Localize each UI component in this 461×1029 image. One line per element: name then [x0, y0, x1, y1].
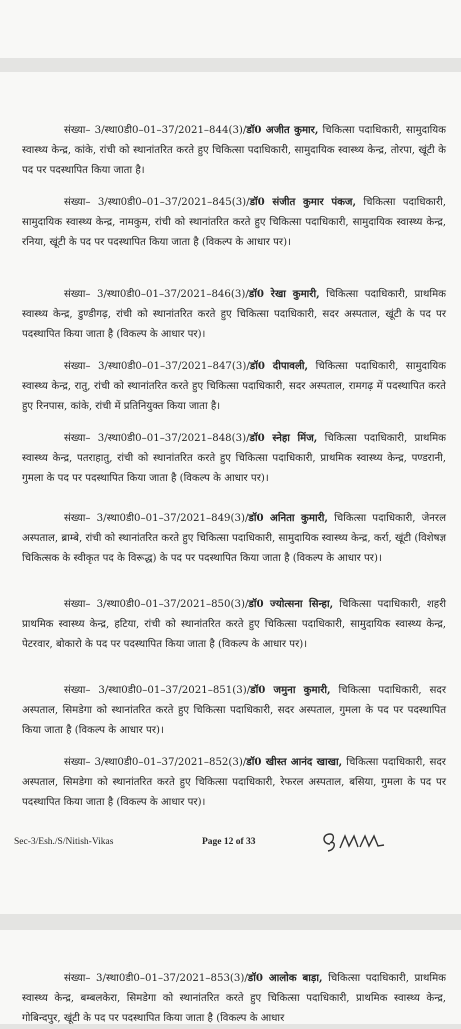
officer-name: डॉ0 खीस्त आनंद खाखा, — [246, 756, 343, 768]
order-number: संख्या– 3/स्था0डी0–01–37/2021–844(3)/ — [64, 125, 247, 136]
page-number: Page 12 of 33 — [202, 837, 256, 847]
officer-name: डॉ0 अनिता कुमारी, — [248, 512, 328, 524]
order-paragraph — [22, 680, 446, 741]
officer-name: डॉ0 अजीत कुमार, — [246, 124, 319, 136]
order-paragraph — [22, 428, 446, 489]
officer-name: डॉ0 आलोक बाड़ा, — [247, 972, 323, 984]
order-text: चिकित्सा पदाधिकारी, सामुदायिक स्वास्थ्य केन्द्र, कांके, रांची को स्थानांतरित करते हुए चिकित्सा पदाधिकारी, सामुदायिक स्वास्थ्य केन्द्र, तोरपा, खूंटी के पद पर पदस्थापित किया जाता है। — [22, 125, 446, 176]
officer-name: डॉ0 दीपावली, — [249, 360, 309, 372]
officer-name: डॉ0 संजीत कुमार पंकज, — [249, 196, 357, 208]
order-paragraph — [22, 508, 446, 569]
order-text: चिकित्सा पदाधिकारी, शहरी प्राथमिक स्वास्थ्य केन्द्र, हटिया, रांची को स्थानांतरित करते हुए चिकित्सा पदाधिकारी, सामुदायिक स्वास्थ्य केन्द्र, पेटरवार, बोकारो के पद पर पदस्थापित किया जाता है (विकल्प के आधार पर)। — [22, 599, 446, 650]
order-number: संख्या– 3/स्था0डी0–01–37/2021–850(3)/ — [64, 599, 249, 610]
officer-name: डॉ0 स्नेहा मिंज, — [249, 432, 318, 444]
order-text: चिकित्सा पदाधिकारी, सामुदायिक स्वास्थ्य केन्द्र, रातु, रांची को स्थानांतरित करते हुए चिकित्सा पदाधिकारी, सदर अस्पताल, रामगढ़ में पदस्थापित करते हुए रिनपास, कांके, रांची में प्रतिनियुक्त किया जाता है। — [22, 361, 446, 412]
order-number: संख्या– 3/स्था0डी0–01–37/2021–852(3)/ — [64, 757, 247, 768]
order-paragraph — [22, 356, 446, 417]
order-number: संख्या– 3/स्था0डी0–01–37/2021–847(3)/ — [64, 361, 250, 372]
officer-name: डॉ0 रेखा कुमारी, — [248, 288, 320, 300]
order-number: संख्या– 3/स्था0डी0–01–37/2021–846(3)/ — [64, 289, 249, 300]
order-paragraph — [22, 752, 446, 813]
order-paragraph — [22, 968, 446, 1029]
previous-page-bottom — [0, 0, 461, 58]
footer-reference: Sec-3/Esh./S/Nitish-Vikas — [14, 837, 114, 847]
order-paragraph — [22, 120, 446, 181]
order-text: चिकित्सा पदाधिकारी, प्राथमिक स्वास्थ्य केन्द्र, डुण्डीगढ़, रांची को स्थानांतरित करते हुए चिकित्सा पदाधिकारी, सदर अस्पताल, खूंटी के पद पर पदस्थापित किया जाता है (विकल्प के आधार पर)। — [22, 289, 446, 340]
order-text: चिकित्सा पदाधिकारी, प्राथमिक स्वास्थ्य केन्द्र, पतराहातु, रांची को स्थानांतरित करते हुए चिकित्सा पदाधिकारी, प्राथमिक स्वास्थ्य केन्द्र, पण्डरानी, गुमला के पद पर पदस्थापित किया जाता है (विकल्प के आधार पर)। — [22, 433, 446, 484]
order-paragraph — [22, 192, 446, 253]
order-text: चिकित्सा पदाधिकारी, प्राथमिक स्वास्थ्य केन्द्र, बम्बलकेरा, सिमडेगा को स्थानांतरित करते हुए चिकित्सा पदाधिकारी, प्राथमिक स्वास्थ्य केन्द्र, गोबिन्दपुर, खूंटी के पद पर पदस्थापित किया जाता है (विकल्प के आधार — [22, 973, 446, 1024]
order-text: चिकित्सा पदाधिकारी, सदर अस्पताल, सिमडेगा को स्थानांतरित करते हुए चिकित्सा पदाधिकारी, सदर अस्पताल, गुमला के पद पर पदस्थापित किया जाता है (विकल्प के आधार पर)। — [22, 685, 447, 736]
order-number: संख्या– 3/स्था0डी0–01–37/2021–851(3)/ — [64, 685, 251, 696]
signature — [318, 828, 388, 854]
order-number: संख्या– 3/स्था0डी0–01–37/2021–845(3)/ — [64, 197, 250, 208]
officer-name: डॉ0 जमुना कुमारी, — [250, 684, 331, 696]
order-number: संख्या– 3/स्था0डी0–01–37/2021–849(3)/ — [64, 513, 249, 524]
order-paragraph — [22, 284, 446, 345]
order-text: चिकित्सा पदाधिकारी, सामुदायिक स्वास्थ्य केन्द्र, नामकुम, रांची को स्थानांतरित करते हुए चिकित्सा पदाधिकारी, सामुदायिक स्वास्थ्य केन्द्र, रनिया, खूंटी के पद पर पदस्थापित किया जाता है (विकल्प के आधार पर)। — [22, 197, 446, 248]
order-paragraph — [22, 594, 446, 655]
order-text: चिकित्सा पदाधिकारी, जेनरल अस्पताल, ब्राम्बे, रांची को स्थानांतरित करते हुए चिकित्सा पदाधिकारी, सामुदायिक स्वास्थ्य केन्द्र, कर्रा, खूंटी (विशेषज्ञ चिकित्सक के स्वीकृत पद के विरूद्ध) के पद पर पदस्थापित किया जाता है (विकल्प के आधार पर)। — [22, 513, 446, 564]
order-number: संख्या– 3/स्था0डी0–01–37/2021–848(3)/ — [64, 433, 250, 444]
document-page — [0, 72, 461, 914]
order-number: संख्या– 3/स्था0डी0–01–37/2021–853(3)/ — [64, 973, 248, 984]
order-text: चिकित्सा पदाधिकारी, सदर अस्पताल, सिमडेगा को स्थानांतरित करते हुए चिकित्सा पदाधिकारी, रेफरल अस्पताल, बसिया, गुमला के पद पर पदस्थापित किया जाता है (विकल्प के आधार पर)। — [22, 757, 446, 808]
next-page — [0, 930, 461, 1024]
officer-name: डॉ0 ज्योत्सना सिन्हा, — [248, 598, 334, 610]
